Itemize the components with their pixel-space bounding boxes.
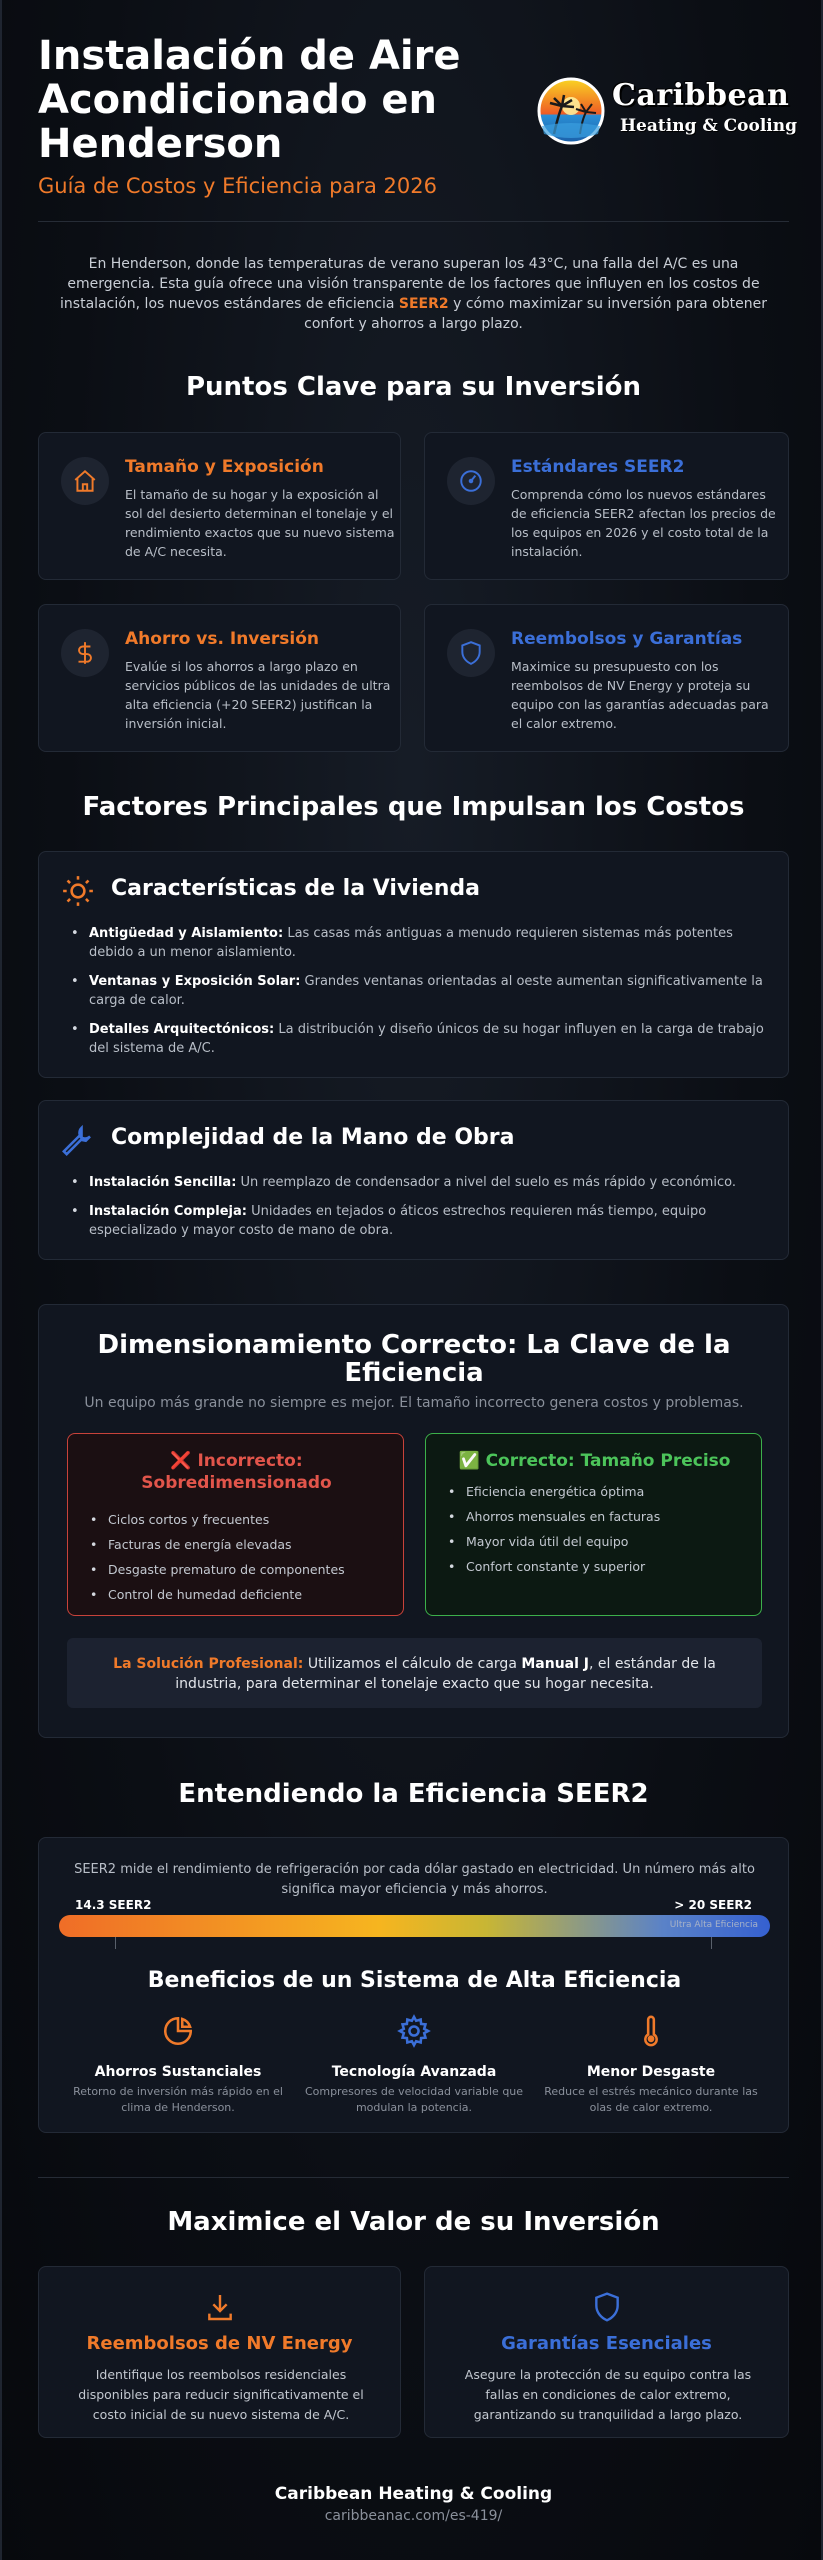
key-point-text: Comprenda cómo los nuevos estándares de eficiencia SEER2 afectan los precios de los equipos en 2026 y el costo total de la instalación. <box>511 487 776 559</box>
factor-list <box>71 924 781 1068</box>
key-point-title: Ahorro vs. Inversión <box>125 629 320 649</box>
labor-complexity-card <box>38 1100 789 1260</box>
page-subtitle: Guía de Costos y Eficiencia para 2026 <box>38 174 437 198</box>
key-point-card <box>424 604 789 752</box>
key-point-card <box>38 604 401 752</box>
logo-emblem-icon <box>536 76 606 146</box>
list-item: • Mayor vida útil del equipo <box>448 1534 660 1549</box>
wrench-icon <box>61 1123 95 1157</box>
shield-icon <box>425 2291 788 2327</box>
professional-solution <box>67 1638 762 1708</box>
warranty-card <box>424 2266 789 2438</box>
gear-icon <box>397 2014 431 2048</box>
key-point-card <box>38 432 401 580</box>
list-item <box>71 1202 781 1240</box>
benefits-title: Beneficios de un Sistema de Alta Eficiencia <box>147 1968 682 1993</box>
benefit-item <box>536 2014 766 2116</box>
card-text: Identifique los reembolsos residenciales disponibles para reducir significativamente el costo inicial de su nuevo sistema de A/C. <box>78 2367 364 2422</box>
shield-icon <box>447 629 495 677</box>
solution-label: La Solución Profesional: <box>113 1656 304 1672</box>
page-title: Instalación de Aire Acondicionado en Henderson <box>38 33 461 167</box>
sizing-section <box>38 1304 789 1738</box>
benefit-name: Menor Desgaste <box>586 2064 716 2080</box>
item-label: Antigüedad y Aislamiento: <box>89 926 284 941</box>
solution-text-end: , el estándar de la industria, para determinar el tonelaje exacto que su hogar necesita. <box>175 1656 716 1692</box>
footer-url[interactable]: caribbeanac.com/es-419/ <box>324 2508 503 2524</box>
key-point-text: El tamaño de su hogar y la exposición al sol del desierto determinan el tonelaje y el rendimiento exactos que su nuevo sistema de A/C necesita. <box>125 487 395 559</box>
item-text: Unidades en tejados o áticos estrechos requieren más tiempo, equipo especializado y mayor costo de mano de obra. <box>89 1204 707 1238</box>
solution-highlight: Manual J <box>521 1656 590 1672</box>
dollar-icon <box>61 629 109 677</box>
benefit-item <box>63 2014 293 2116</box>
divider <box>38 221 789 222</box>
key-point-title: Estándares SEER2 <box>511 457 685 477</box>
correct-size-title: ✅ Correcto: Tamaño Preciso <box>458 1451 731 1471</box>
seer-low-label: 14.3 SEER2 <box>75 1898 152 1912</box>
key-point-title: Reembolsos y Garantías <box>511 629 743 649</box>
card-title: Garantías Esenciales <box>501 2333 712 2354</box>
cost-factors-heading: Factores Principales que Impulsan los Costos <box>82 792 745 822</box>
divider <box>38 2177 789 2178</box>
list-item <box>71 1020 781 1058</box>
maximize-heading: Maximice el Valor de su Inversión <box>167 2207 660 2237</box>
seer-high-tick <box>711 1937 712 1949</box>
company-logo[interactable] <box>536 74 798 150</box>
key-point-text: Evalúe si los ahorros a largo plazo en servicios públicos de las unidades de ultra alta eficiencia (+20 SEER2) justifican la inversión inicial. <box>125 659 391 731</box>
logo-name: Caribbean <box>612 78 790 113</box>
gauge-icon <box>447 457 495 505</box>
footer-company: Caribbean Heating & Cooling <box>274 2484 553 2504</box>
seer-section <box>38 1837 789 2133</box>
item-text: Las casas más antiguas a menudo requieren sistemas más potentes debido a un menor aislamiento. <box>89 926 733 960</box>
sizing-title: Dimensionamiento Correcto: La Clave de la Eficiencia <box>97 1330 731 1388</box>
oversized-list <box>90 1512 345 1612</box>
list-item: • Ahorros mensuales en facturas <box>448 1509 660 1524</box>
seer-description: SEER2 mide el rendimiento de refrigeración por cada dólar gastado en electricidad. Un número más alto significa mayor eficiencia y más ahorros. <box>74 1862 755 1897</box>
intro-text: En Henderson, donde las temperaturas de verano superan los 43°C, una falla del A/C es una emergencia. Esta guía ofrece una visión transparente de los factores que influyen en los costos de instalación, los nuevos estándares de eficiencia <box>60 256 760 312</box>
key-point-card <box>424 432 789 580</box>
key-point-text: Maximice su presupuesto con los reembolsos de NV Energy y proteja su equipo con las garantías adecuadas para el calor extremo. <box>511 659 769 731</box>
benefit-description: Compresores de velocidad variable que modulan la potencia. <box>304 2085 524 2114</box>
download-icon <box>39 2291 400 2327</box>
benefit-description: Retorno de inversión más rápido en el clima de Henderson. <box>73 2085 283 2114</box>
solution-text: Utilizamos el cálculo de carga <box>303 1656 522 1672</box>
list-item: • Ciclos cortos y frecuentes <box>90 1512 345 1527</box>
item-text: Un reemplazo de condensador a nivel del suelo es más rápido y económico. <box>236 1175 736 1190</box>
item-label: Instalación Compleja: <box>89 1204 247 1219</box>
list-item: • Control de humedad deficiente <box>90 1587 345 1602</box>
rebates-card <box>38 2266 401 2438</box>
factor-list <box>71 1173 781 1250</box>
item-label: Ventanas y Exposición Solar: <box>89 974 301 989</box>
seer-low-tick <box>115 1937 116 1949</box>
bar-note: Ultra Alta Eficiencia <box>669 1920 758 1930</box>
benefit-item <box>299 2014 529 2116</box>
header <box>38 33 798 198</box>
list-item: • Eficiencia energética óptima <box>448 1484 660 1499</box>
list-item: • Desgaste prematuro de componentes <box>90 1562 345 1577</box>
key-points-heading: Puntos Clave para su Inversión <box>185 372 642 402</box>
list-item <box>71 972 781 1010</box>
card-title: Complejidad de la Mano de Obra <box>111 1125 515 1150</box>
oversized-title: ❌ Incorrecto: Sobredimensionado <box>141 1451 332 1493</box>
logo-tagline: Heating & Cooling <box>620 116 798 136</box>
benefit-description: Reduce el estrés mecánico durante las olas de calor extremo. <box>544 2085 758 2114</box>
item-text: Grandes ventanas orientadas al oeste aumentan significativamente la carga de calor. <box>89 974 763 1008</box>
list-item: • Facturas de energía elevadas <box>90 1537 345 1552</box>
sizing-subtitle: Un equipo más grande no siempre es mejor. El tamaño incorrecto genera costos y problemas. <box>84 1395 744 1411</box>
item-label: Instalación Sencilla: <box>89 1175 237 1190</box>
list-item <box>71 924 781 962</box>
seer-high-label: > 20 SEER2 <box>674 1898 752 1912</box>
key-point-title: Tamaño y Exposición <box>125 457 324 477</box>
intro-paragraph <box>58 254 769 334</box>
intro-highlight: SEER2 <box>398 296 449 312</box>
oversized-box <box>67 1433 404 1616</box>
sun-icon <box>61 874 95 908</box>
item-label: Detalles Arquitectónicos: <box>89 1022 275 1037</box>
seer-heading: Entendiendo la Eficiencia SEER2 <box>178 1779 649 1809</box>
seer-efficiency-bar <box>59 1915 770 1937</box>
card-text: Asegure la protección de su equipo contra las fallas en condiciones de calor extremo, garantizando su tranquilidad a largo plazo. <box>464 2367 752 2422</box>
intro-text-end: y cómo maximizar su inversión para obtener confort y ahorros a largo plazo. <box>304 296 767 332</box>
benefit-name: Ahorros Sustanciales <box>94 2064 262 2080</box>
card-title: Características de la Vivienda <box>111 876 480 901</box>
card-title: Reembolsos de NV Energy <box>86 2333 353 2354</box>
home-characteristics-card <box>38 851 789 1078</box>
benefit-name: Tecnología Avanzada <box>331 2064 497 2080</box>
home-icon <box>61 457 109 505</box>
correct-size-box <box>425 1433 762 1616</box>
correct-size-list <box>448 1484 660 1584</box>
savings-icon <box>161 2014 195 2048</box>
item-text: La distribución y diseño únicos de su hogar influyen en la carga de trabajo del sistema de A/C. <box>89 1022 764 1056</box>
list-item <box>71 1173 781 1192</box>
thermometer-icon <box>634 2014 668 2048</box>
list-item: • Confort constante y superior <box>448 1559 660 1574</box>
